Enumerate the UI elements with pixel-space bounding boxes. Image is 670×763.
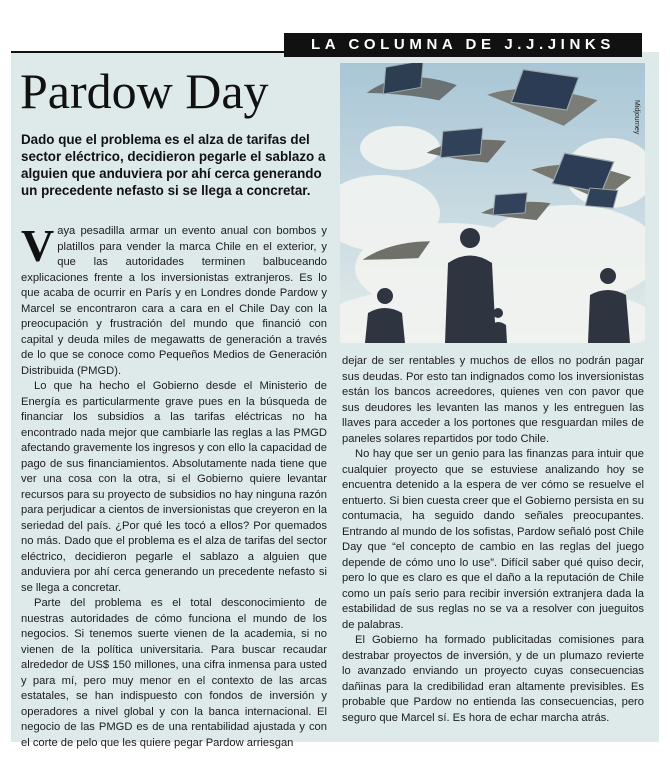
header-rule [11, 51, 286, 53]
illustration-image [340, 63, 645, 343]
solar-birds-illustration [340, 63, 645, 343]
headline: Pardow Day [20, 63, 269, 119]
column-banner: LA COLUMNA DE J.J.JINKS [284, 33, 642, 57]
article-paragraph: Parte del problema es el total desconocimiento de nuestras autoridades de cómo funciona el mundo de los negocios. Si tenemos suerte vienen de la academia, si no vienen de la política universitaria. Para buscar recaudar alrededor de US$ 150 millones, una cifra inmensa para usted y para mí, pero muy menor en el contexto de las arcas estatales, se han indispuesto con fondos de inversión y operadores a nivel global y con la banca internacional. El negocio de las PMGD es de una rentabilidad ajustada y con el corte de pelo que les quiere pegar Pardow arriesgan [21, 597, 327, 749]
article-paragraph: El Gobierno ha formado publicitadas comisiones para destrabar proyectos de inversión, y de un plumazo revierte lo avanzado enviando un proyecto cuyas consecuencias dañinas para la credibilidad eran altamente previsibles. Es probable que Pardow no entienda las consecuencias, pero seguro que Marcel sí. Es hora de echar marcha atrás. [342, 634, 644, 724]
lead-paragraph: Dado que el problema es el alza de tarifas del sector eléctrico, decidieron pegarle el sablazo a alguien que anduviera por ahí cerca generando un precedente nefasto si se llega a concretar. [21, 132, 326, 198]
article-paragraph: No hay que ser un genio para las finanzas para intuir que cualquier proyecto que se estuviese analizando hoy se encuentra detenido a la espera de ver cómo se resuelve el entuerto. Si bien cuesta creer que el Gobierno persista en su contumacia, ha seguido dando señales preocupantes. Entrando al mundo de los sofistas, Pardow señaló post Chile Day que “el concepto de cambio en las reglas del juego depende de cómo uno lo use”. Difícil saber qué quiso decir, pero lo que es claro es que el daño a la reputación de Chile como un país serio para recibir inversión extranjera dada la estabilidad de sus reglas no se va a resolver con jueguitos de palabras. [342, 448, 644, 631]
article-column-1 [21, 220, 327, 751]
article-paragraph: Vaya pesadilla armar un evento anual con bombos y platillos para vender la marca Chile en el exterior, y que las autoridades terminen balbuceando explicaciones frente a los inversionistas extranjeros. Es lo que acaba de ocurrir en París y en Londres donde Pardow y Marcel se encontraron cara a cara en el Chile Day con la preocupación y frustración del mundo que financió con capital y deuda miles de megawatts de generación a través de lo que se conoce como Pequeños Medios de Generación Distribuida (PMGD). [21, 220, 327, 377]
article-column-2 [342, 354, 644, 726]
image-credit: Midjourney [633, 100, 640, 135]
drop-cap: V [21, 220, 55, 271]
article-paragraph: dejar de ser rentables y muchos de ellos no podrán pagar sus deudas. Por esto tan indignados como los inversionistas están los bancos acreedores, quienes ven con pavor que sus deudores les levanten las manos y les entreguen las llaves para acceder a los portones que resguardan miles de paneles solares repartidos por todo Chile. [342, 355, 644, 445]
article-paragraph: Lo que ha hecho el Gobierno desde el Ministerio de Energía es particularmente grave pues en la búsqueda de financiar los subsidios a las tarifas eléctricas no ha encontrado nada mejor que cambiarle las reglas a las PMGD afectando gravemente los ingresos y con ello la capacidad de pago de sus financiamientos. Absolutamente nada tiene que ver una cosa con la otra, si el Gobierno quiere levantar recursos para su proyecto de subsidios no hay ninguna razón para perjudicar a cientos de inversionistas que creyeron en la seriedad del país. ¿Por qué les tocó a ellos? Por quemados no más. Dado que el problema es el alza de tarifas del sector eléctrico, decidieron pegarle el sablazo a alguien que anduviera por ahí cerca generando un precedente nefasto si se llega a concretar. [21, 380, 327, 594]
